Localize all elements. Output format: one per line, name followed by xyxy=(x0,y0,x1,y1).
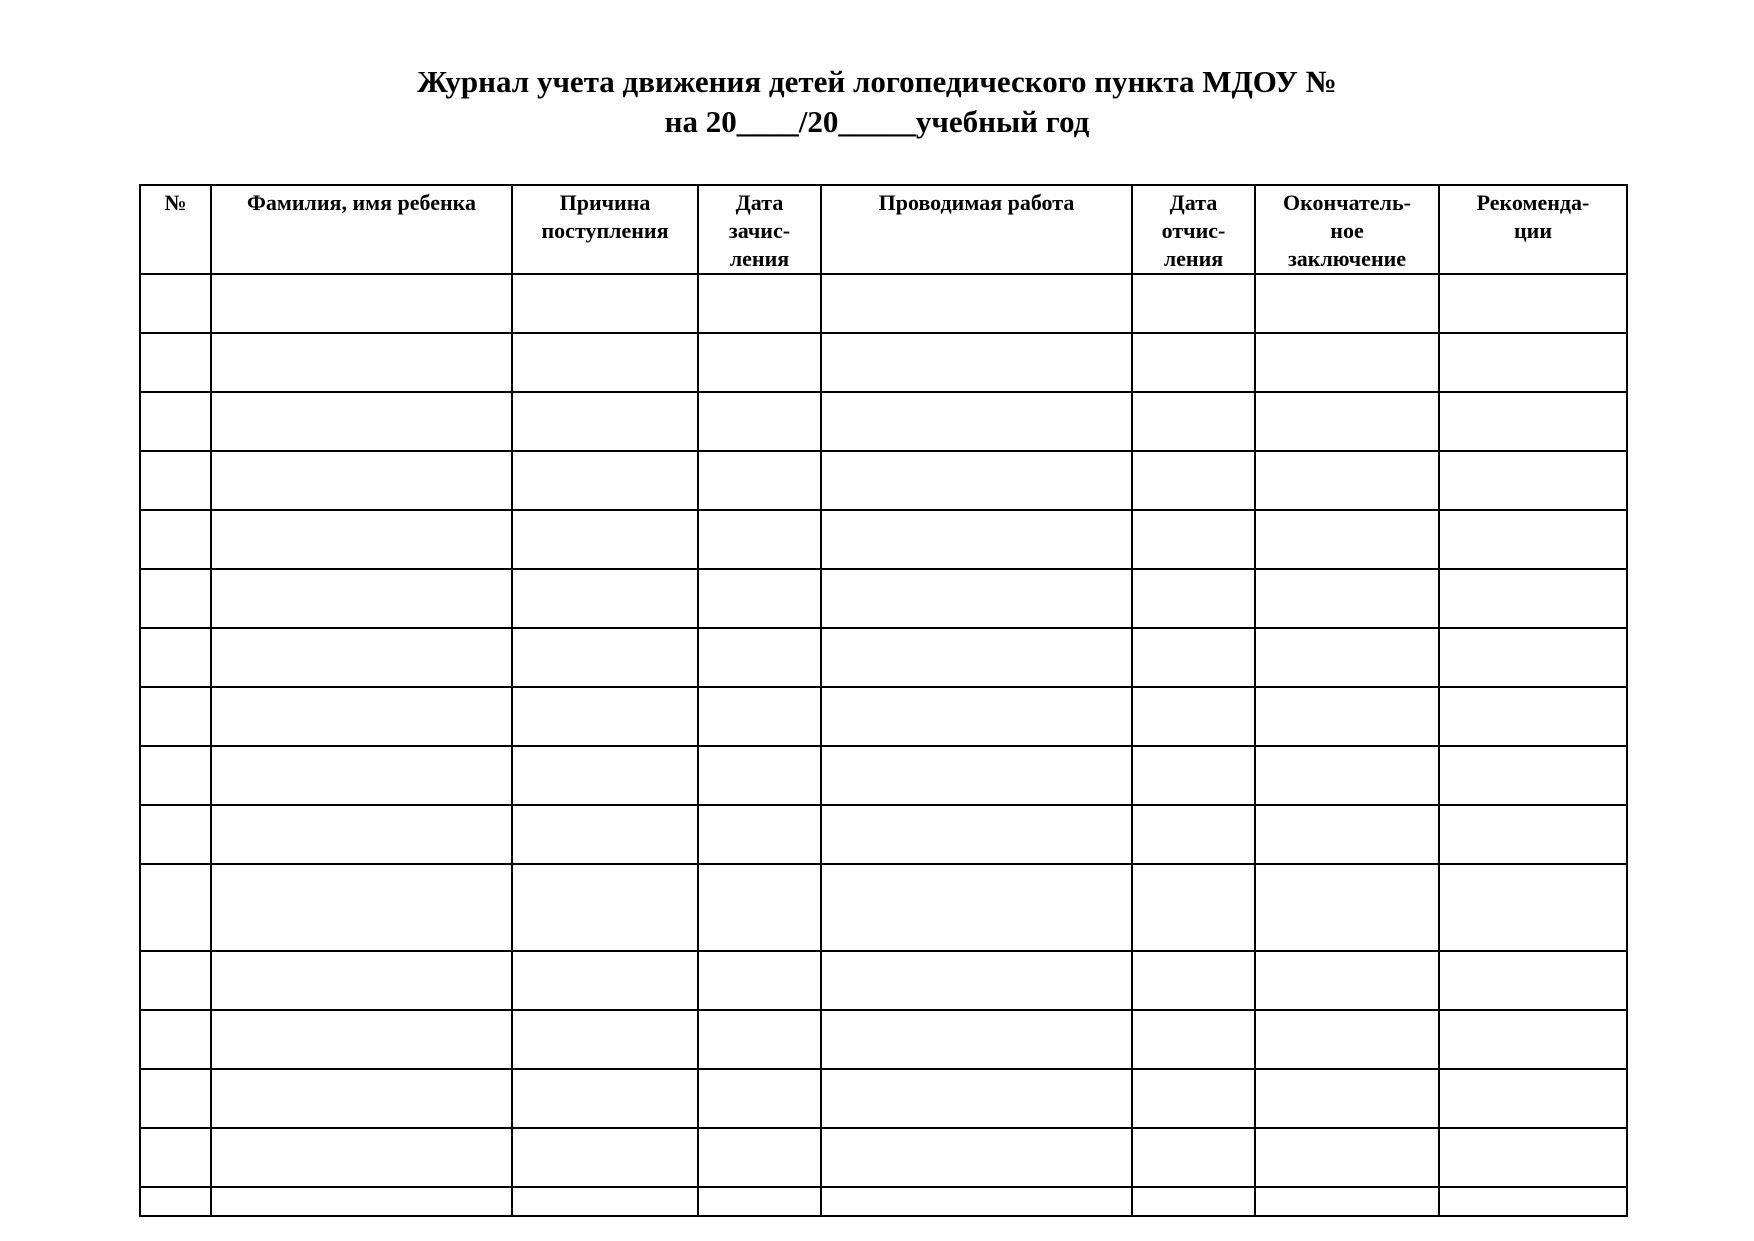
cell-number[interactable] xyxy=(140,392,211,451)
cell-admission-reason[interactable] xyxy=(512,864,698,951)
header-line: ции xyxy=(1513,218,1553,243)
cell-enrollment-date[interactable] xyxy=(698,1128,821,1187)
cell-number[interactable] xyxy=(140,1187,211,1216)
cell-work-performed[interactable] xyxy=(821,333,1132,392)
cell-final-conclusion[interactable] xyxy=(1255,1187,1439,1216)
header-line: Фамилия, имя ребенка xyxy=(246,190,477,215)
cell-dismissal-date[interactable] xyxy=(1132,864,1255,951)
table-row xyxy=(140,864,1627,951)
cell-number[interactable] xyxy=(140,274,211,333)
document-title xyxy=(0,62,1754,142)
cell-final-conclusion[interactable] xyxy=(1255,392,1439,451)
cell-number[interactable] xyxy=(140,451,211,510)
title-line-2: на 20____/20_____учебный год xyxy=(664,104,1090,139)
cell-enrollment-date[interactable] xyxy=(698,1187,821,1216)
cell-admission-reason[interactable] xyxy=(512,1187,698,1216)
cell-number[interactable] xyxy=(140,951,211,1010)
cell-dismissal-date[interactable] xyxy=(1132,569,1255,628)
cell-work-performed[interactable] xyxy=(821,1069,1132,1128)
cell-dismissal-date[interactable] xyxy=(1132,451,1255,510)
header-line: Рекоменда- xyxy=(1476,190,1590,215)
header-dismissal-date xyxy=(1132,185,1255,274)
header-line: зачис- xyxy=(728,218,791,243)
cell-admission-reason[interactable] xyxy=(512,392,698,451)
cell-work-performed[interactable] xyxy=(821,1010,1132,1069)
header-line: Дата xyxy=(735,190,784,215)
cell-work-performed[interactable] xyxy=(821,274,1132,333)
cell-enrollment-date[interactable] xyxy=(698,569,821,628)
table-row xyxy=(140,951,1627,1010)
journal-table-body xyxy=(140,274,1627,1216)
cell-admission-reason[interactable] xyxy=(512,1010,698,1069)
cell-admission-reason[interactable] xyxy=(512,1069,698,1128)
cell-final-conclusion[interactable] xyxy=(1255,1010,1439,1069)
cell-recommendations[interactable] xyxy=(1439,628,1627,687)
cell-admission-reason[interactable] xyxy=(512,569,698,628)
cell-child-name[interactable] xyxy=(211,805,512,864)
cell-recommendations[interactable] xyxy=(1439,569,1627,628)
cell-recommendations[interactable] xyxy=(1439,274,1627,333)
cell-dismissal-date[interactable] xyxy=(1132,392,1255,451)
cell-number[interactable] xyxy=(140,864,211,951)
cell-work-performed[interactable] xyxy=(821,1128,1132,1187)
cell-dismissal-date[interactable] xyxy=(1132,274,1255,333)
cell-dismissal-date[interactable] xyxy=(1132,746,1255,805)
cell-number[interactable] xyxy=(140,1010,211,1069)
header-line: № xyxy=(164,190,187,215)
cell-number[interactable] xyxy=(140,1069,211,1128)
cell-enrollment-date[interactable] xyxy=(698,687,821,746)
cell-dismissal-date[interactable] xyxy=(1132,687,1255,746)
cell-enrollment-date[interactable] xyxy=(698,333,821,392)
cell-work-performed[interactable] xyxy=(821,569,1132,628)
table-row xyxy=(140,510,1627,569)
cell-work-performed[interactable] xyxy=(821,951,1132,1010)
cell-child-name[interactable] xyxy=(211,1187,512,1216)
table-row xyxy=(140,1187,1627,1216)
table-row xyxy=(140,392,1627,451)
cell-dismissal-date[interactable] xyxy=(1132,951,1255,1010)
table-row xyxy=(140,451,1627,510)
table-row xyxy=(140,1010,1627,1069)
cell-enrollment-date[interactable] xyxy=(698,274,821,333)
cell-recommendations[interactable] xyxy=(1439,451,1627,510)
cell-dismissal-date[interactable] xyxy=(1132,510,1255,569)
cell-final-conclusion[interactable] xyxy=(1255,864,1439,951)
cell-number[interactable] xyxy=(140,628,211,687)
cell-work-performed[interactable] xyxy=(821,451,1132,510)
header-line: отчис- xyxy=(1161,218,1226,243)
header-recommendations xyxy=(1439,185,1627,274)
cell-number[interactable] xyxy=(140,805,211,864)
cell-work-performed[interactable] xyxy=(821,392,1132,451)
table-row xyxy=(140,1069,1627,1128)
header-final-conclusion xyxy=(1255,185,1439,274)
cell-dismissal-date[interactable] xyxy=(1132,628,1255,687)
cell-work-performed[interactable] xyxy=(821,746,1132,805)
header-line: Дата xyxy=(1169,190,1218,215)
cell-enrollment-date[interactable] xyxy=(698,451,821,510)
cell-final-conclusion[interactable] xyxy=(1255,1128,1439,1187)
header-work-performed xyxy=(821,185,1132,274)
cell-child-name[interactable] xyxy=(211,1128,512,1187)
cell-recommendations[interactable] xyxy=(1439,746,1627,805)
cell-recommendations[interactable] xyxy=(1439,1128,1627,1187)
cell-admission-reason[interactable] xyxy=(512,628,698,687)
cell-admission-reason[interactable] xyxy=(512,1128,698,1187)
cell-final-conclusion[interactable] xyxy=(1255,805,1439,864)
header-line: поступления xyxy=(541,218,669,243)
cell-enrollment-date[interactable] xyxy=(698,746,821,805)
cell-final-conclusion[interactable] xyxy=(1255,510,1439,569)
cell-recommendations[interactable] xyxy=(1439,864,1627,951)
header-admission-reason xyxy=(512,185,698,274)
cell-recommendations[interactable] xyxy=(1439,333,1627,392)
title-line-1: Журнал учета движения детей логопедического пункта МДОУ № xyxy=(417,64,1337,99)
cell-recommendations[interactable] xyxy=(1439,951,1627,1010)
table-row xyxy=(140,746,1627,805)
cell-final-conclusion[interactable] xyxy=(1255,451,1439,510)
cell-dismissal-date[interactable] xyxy=(1132,1010,1255,1069)
cell-recommendations[interactable] xyxy=(1439,392,1627,451)
table-row xyxy=(140,569,1627,628)
cell-child-name[interactable] xyxy=(211,569,512,628)
header-line: ления xyxy=(1163,246,1224,271)
cell-child-name[interactable] xyxy=(211,1010,512,1069)
header-enrollment-date xyxy=(698,185,821,274)
cell-work-performed[interactable] xyxy=(821,628,1132,687)
cell-enrollment-date[interactable] xyxy=(698,510,821,569)
cell-final-conclusion[interactable] xyxy=(1255,569,1439,628)
cell-final-conclusion[interactable] xyxy=(1255,1069,1439,1128)
header-number xyxy=(140,185,211,274)
cell-enrollment-date[interactable] xyxy=(698,1069,821,1128)
cell-recommendations[interactable] xyxy=(1439,1069,1627,1128)
cell-dismissal-date[interactable] xyxy=(1132,333,1255,392)
cell-enrollment-date[interactable] xyxy=(698,628,821,687)
cell-recommendations[interactable] xyxy=(1439,1187,1627,1216)
cell-final-conclusion[interactable] xyxy=(1255,628,1439,687)
cell-dismissal-date[interactable] xyxy=(1132,1069,1255,1128)
cell-admission-reason[interactable] xyxy=(512,451,698,510)
cell-work-performed[interactable] xyxy=(821,1187,1132,1216)
cell-work-performed[interactable] xyxy=(821,510,1132,569)
cell-child-name[interactable] xyxy=(211,333,512,392)
header-line: Причина xyxy=(559,190,651,215)
cell-admission-reason[interactable] xyxy=(512,951,698,1010)
table-row xyxy=(140,805,1627,864)
cell-number[interactable] xyxy=(140,746,211,805)
table-row xyxy=(140,687,1627,746)
cell-child-name[interactable] xyxy=(211,951,512,1010)
header-line: Проводимая работа xyxy=(878,190,1075,215)
header-line: ное xyxy=(1330,218,1364,243)
cell-admission-reason[interactable] xyxy=(512,274,698,333)
cell-recommendations[interactable] xyxy=(1439,1010,1627,1069)
cell-child-name[interactable] xyxy=(211,746,512,805)
cell-enrollment-date[interactable] xyxy=(698,1010,821,1069)
cell-child-name[interactable] xyxy=(211,510,512,569)
cell-child-name[interactable] xyxy=(211,864,512,951)
cell-work-performed[interactable] xyxy=(821,687,1132,746)
cell-work-performed[interactable] xyxy=(821,805,1132,864)
header-child-name xyxy=(211,185,512,274)
cell-child-name[interactable] xyxy=(211,1069,512,1128)
cell-enrollment-date[interactable] xyxy=(698,951,821,1010)
cell-admission-reason[interactable] xyxy=(512,746,698,805)
cell-enrollment-date[interactable] xyxy=(698,392,821,451)
journal-table xyxy=(139,184,1628,1217)
cell-admission-reason[interactable] xyxy=(512,510,698,569)
cell-number[interactable] xyxy=(140,333,211,392)
cell-enrollment-date[interactable] xyxy=(698,805,821,864)
cell-child-name[interactable] xyxy=(211,628,512,687)
table-row xyxy=(140,333,1627,392)
cell-enrollment-date[interactable] xyxy=(698,864,821,951)
table-row xyxy=(140,274,1627,333)
cell-recommendations[interactable] xyxy=(1439,805,1627,864)
cell-child-name[interactable] xyxy=(211,451,512,510)
cell-final-conclusion[interactable] xyxy=(1255,333,1439,392)
table-row xyxy=(140,1128,1627,1187)
cell-number[interactable] xyxy=(140,1128,211,1187)
cell-recommendations[interactable] xyxy=(1439,687,1627,746)
header-line: заключение xyxy=(1287,246,1407,271)
cell-admission-reason[interactable] xyxy=(512,805,698,864)
cell-work-performed[interactable] xyxy=(821,864,1132,951)
cell-child-name[interactable] xyxy=(211,687,512,746)
cell-final-conclusion[interactable] xyxy=(1255,951,1439,1010)
header-row xyxy=(140,185,1627,274)
cell-final-conclusion[interactable] xyxy=(1255,687,1439,746)
cell-number[interactable] xyxy=(140,510,211,569)
cell-dismissal-date[interactable] xyxy=(1132,805,1255,864)
cell-child-name[interactable] xyxy=(211,392,512,451)
cell-recommendations[interactable] xyxy=(1439,510,1627,569)
cell-dismissal-date[interactable] xyxy=(1132,1128,1255,1187)
cell-final-conclusion[interactable] xyxy=(1255,274,1439,333)
cell-final-conclusion[interactable] xyxy=(1255,746,1439,805)
cell-number[interactable] xyxy=(140,569,211,628)
cell-admission-reason[interactable] xyxy=(512,333,698,392)
header-line: Окончатель- xyxy=(1283,190,1411,215)
table-row xyxy=(140,628,1627,687)
header-line: ления xyxy=(729,246,790,271)
cell-dismissal-date[interactable] xyxy=(1132,1187,1255,1216)
cell-admission-reason[interactable] xyxy=(512,687,698,746)
cell-number[interactable] xyxy=(140,687,211,746)
cell-child-name[interactable] xyxy=(211,274,512,333)
